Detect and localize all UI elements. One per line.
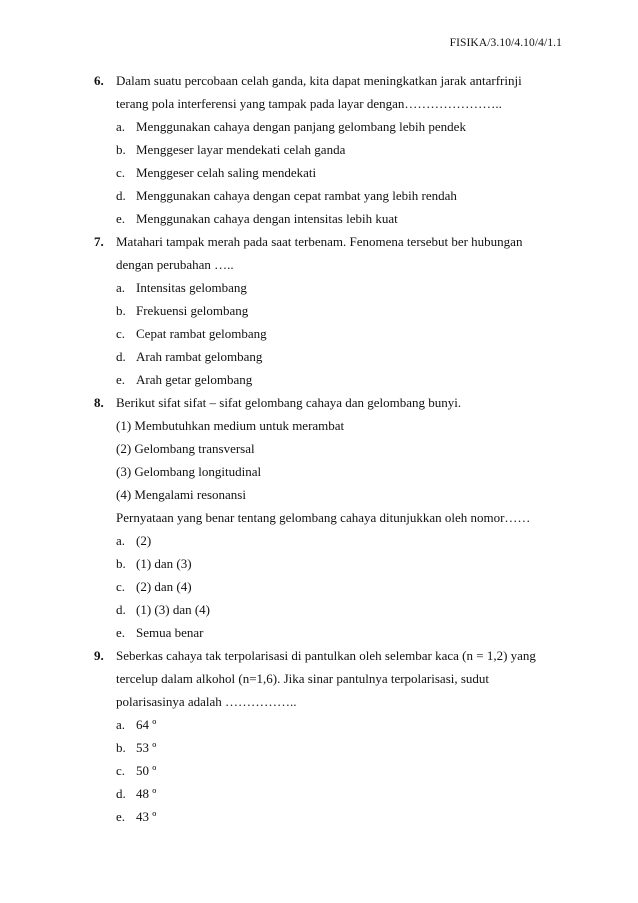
- option-text: Intensitas gelombang: [136, 280, 247, 295]
- option-text: Menggunakan cahaya dengan panjang gelombang lebih pendek: [136, 119, 466, 134]
- option-letter: c.: [116, 326, 126, 341]
- question-text: polarisasinya adalah ……………..: [116, 694, 297, 709]
- statement-3: (3) Gelombang longitudinal: [116, 464, 262, 479]
- option-letter: a.: [116, 280, 126, 295]
- option-letter: c.: [116, 165, 126, 180]
- option-letter: e.: [116, 809, 126, 824]
- question-number: 9.: [94, 648, 104, 663]
- option-c: [116, 322, 574, 345]
- option-b: [116, 138, 574, 161]
- option-letter: c.: [116, 579, 126, 594]
- question-text: Seberkas cahaya tak terpolarisasi di pantulkan oleh selembar kaca (n = 1,2) yang: [116, 648, 536, 663]
- option-text: 53 º: [136, 740, 157, 755]
- question-text: tercelup dalam alkohol (n=1,6). Jika sinar pantulnya terpolarisasi, sudut: [116, 671, 490, 686]
- option-text: (2) dan (4): [136, 579, 192, 594]
- question-7: [94, 230, 574, 391]
- option-text: 43 º: [136, 809, 157, 824]
- statement-1: (1) Membutuhkan medium untuk merambat: [116, 418, 345, 433]
- option-a: [116, 529, 574, 552]
- option-letter: d.: [116, 786, 126, 801]
- option-letter: e.: [116, 211, 126, 226]
- option-letter: a.: [116, 717, 126, 732]
- option-text: Frekuensi gelombang: [136, 303, 249, 318]
- option-letter: d.: [116, 349, 126, 364]
- option-letter: e.: [116, 625, 126, 640]
- option-text: Arah rambat gelombang: [136, 349, 263, 364]
- option-letter: d.: [116, 602, 126, 617]
- option-letter: b.: [116, 556, 126, 571]
- document-code: FISIKA/3.10/4.10/4/1.1: [449, 37, 562, 49]
- option-text: (1) dan (3): [136, 556, 192, 571]
- option-text: (1) (3) dan (4): [136, 602, 210, 617]
- question-text: Berikut sifat sifat – sifat gelombang cahaya dan gelombang bunyi.: [116, 395, 462, 410]
- option-d: [116, 782, 574, 805]
- option-text: Cepat rambat gelombang: [136, 326, 267, 341]
- option-b: [116, 552, 574, 575]
- option-letter: e.: [116, 372, 126, 387]
- question-text: Matahari tampak merah pada saat terbenam. Fenomena tersebut ber hubungan: [116, 234, 523, 249]
- question-text: dengan perubahan …..: [116, 257, 234, 272]
- option-text: Menggunakan cahaya dengan intensitas lebih kuat: [136, 211, 398, 226]
- question-8: [94, 391, 574, 644]
- option-b: [116, 299, 574, 322]
- option-letter: c.: [116, 763, 126, 778]
- option-text: Menggunakan cahaya dengan cepat rambat yang lebih rendah: [136, 188, 457, 203]
- option-letter: a.: [116, 119, 126, 134]
- option-d: [116, 345, 574, 368]
- option-text: Menggeser layar mendekati celah ganda: [136, 142, 346, 157]
- option-text: Menggeser celah saling mendekati: [136, 165, 317, 180]
- option-e: [116, 368, 574, 391]
- option-a: [116, 115, 574, 138]
- option-letter: b.: [116, 142, 126, 157]
- question-9: [94, 644, 574, 828]
- option-text: 48 º: [136, 786, 157, 801]
- option-e: [116, 207, 574, 230]
- option-a: [116, 713, 574, 736]
- option-text: 64 º: [136, 717, 157, 732]
- option-e: [116, 805, 574, 828]
- question-number: 8.: [94, 395, 104, 410]
- option-text: (2): [136, 533, 152, 548]
- option-d: [116, 598, 574, 621]
- option-letter: a.: [116, 533, 126, 548]
- statement-4: (4) Mengalami resonansi: [116, 487, 246, 502]
- option-e: [116, 621, 574, 644]
- statement-2: (2) Gelombang transversal: [116, 441, 255, 456]
- question-text: terang pola interferensi yang tampak pada layar dengan…………………..: [116, 96, 502, 111]
- option-b: [116, 736, 574, 759]
- option-c: [116, 759, 574, 782]
- option-c: [116, 575, 574, 598]
- option-letter: b.: [116, 740, 126, 755]
- question-number: 6.: [94, 73, 104, 88]
- option-a: [116, 276, 574, 299]
- question-list: [94, 69, 574, 828]
- option-letter: d.: [116, 188, 126, 203]
- option-letter: b.: [116, 303, 126, 318]
- question-prompt: Pernyataan yang benar tentang gelombang cahaya ditunjukkan oleh nomor……: [116, 510, 531, 525]
- question-number: 7.: [94, 234, 104, 249]
- question-6: [94, 69, 574, 230]
- option-text: Arah getar gelombang: [136, 372, 253, 387]
- question-text: Dalam suatu percobaan celah ganda, kita dapat meningkatkan jarak antarfrinji: [116, 73, 522, 88]
- option-c: [116, 161, 574, 184]
- option-d: [116, 184, 574, 207]
- option-text: 50 º: [136, 763, 157, 778]
- option-text: Semua benar: [136, 625, 204, 640]
